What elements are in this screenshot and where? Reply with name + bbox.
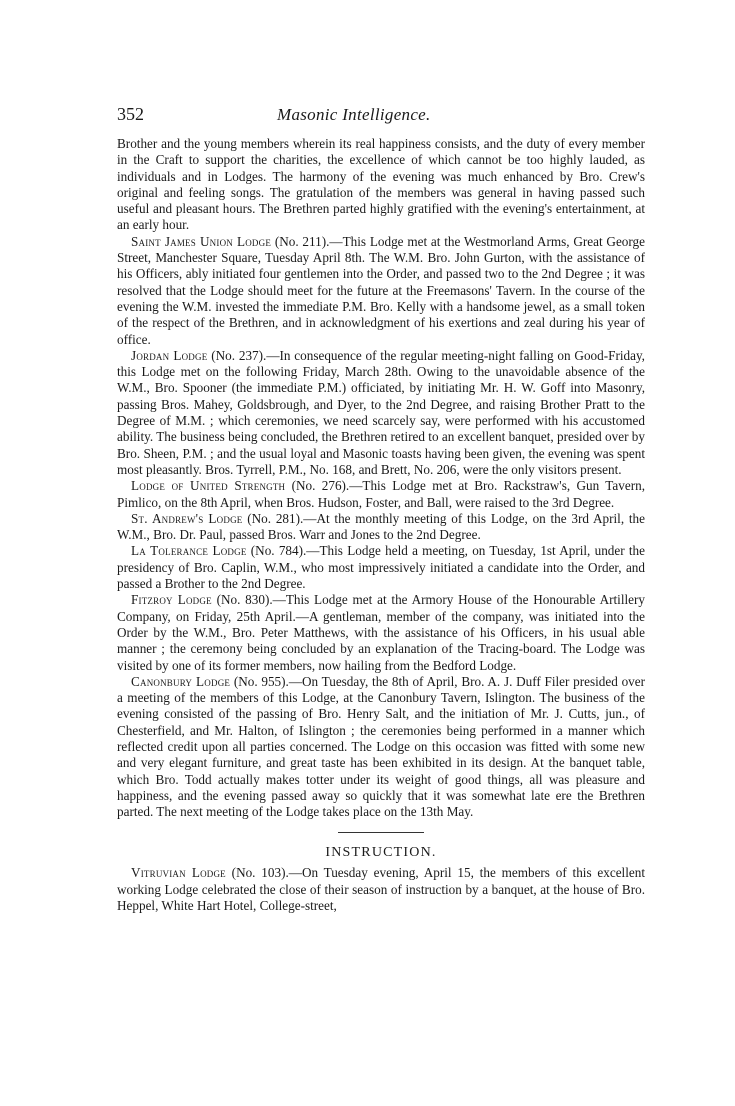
paragraph-text: Brother and the young members wherein its real happiness consists, and the duty of every member in the Craft to support the charities, the excellence of which cannot be too highly lauded, as individuals and in Lodges. The harmony of the evening was much enhanced by Bro. Crew's original and feeling songs. The gratulation of the members was general in having passed such useful and pleasant hours. The Brethren parted highly gratified with the evening's entertainment, at an early hour. [117, 136, 645, 233]
running-head [117, 104, 645, 130]
paragraph-la-tolerance-lodge [117, 543, 645, 592]
lodge-name: Canonbury Lodge [131, 673, 231, 689]
paragraph-canonbury-lodge [117, 674, 645, 821]
instruction-section [117, 845, 645, 914]
paragraph-text: (No. 830).—This Lodge met at the Armory House of the Honourable Artillery Company, on Friday, 25th April.—A gentleman, member of the company, was initiated into the Order by the W.M., Bro. Peter Matthews, with the assistance of his Officers, in his usual able manner ; the ceremony being concluded by an explanation of the Tracing-board. The Lodge was visited by one of its former members, now hailing from the Bedford Lodge. [117, 592, 645, 673]
lodge-name: Saint James Union Lodge [131, 233, 272, 249]
lodge-name: St. Andrew's Lodge [131, 510, 243, 526]
paragraph-text: (No. 281).—At the monthly meeting of this Lodge, on the 3rd April, the W.M., Bro. Dr. Paul, passed Bros. Warr and Jones to the 2nd Degree. [117, 510, 646, 543]
paragraph-st-andrews-lodge [117, 511, 645, 544]
lodge-name: Jordan Lodge [131, 347, 208, 363]
paragraph-text: (No. 103).—On Tuesday evening, April 15, the members of this excellent working Lodge celebrated the close of their season of instruction by a banquet, at the house of Bro. Heppel, White Hart Hotel, College-street, [117, 865, 645, 914]
paragraph-saint-james-union-lodge [117, 234, 645, 348]
paragraph-text: (No. 276).—This Lodge met at Bro. Rackstraw's, Gun Tavern, Pimlico, on the 8th April, when Bros. Hudson, Foster, and Ball, were raised to the 3rd Degree. [117, 478, 646, 510]
lodge-name: Vitruvian Lodge [131, 865, 226, 881]
paragraph-lodge-of-united-strength [117, 478, 645, 511]
paragraph-jordan-lodge [117, 348, 645, 478]
paragraph-fitzroy-lodge [117, 592, 645, 673]
paragraph-text: (No. 784).—This Lodge held a meeting, on Tuesday, 1st April, under the presidency of Bro. Caplin, W.M., who most impressively initiated a candidate into the Order, and passed a Brother to the 2nd Degree. [117, 543, 645, 592]
paragraph-text: (No. 211).—This Lodge met at the Westmorland Arms, Great George Street, Manchester Square, Tuesday April 8th. The W.M. Bro. John Gurton, with the assistance of his Officers, ably initiated four gentlemen into the Order, and passed two to the 2nd Degree ; it was resolved that the Lodge should meet for the future at the Freemasons' Tavern. In the course of the evening the W.M. invested the immediate P.M. Bro. Kelly with a handsome jewel, as a small token of the respect of the Brethren, and in acknowledgment of his exertions and zeal during his year of office. [117, 233, 645, 347]
paragraph-continuation [117, 136, 645, 234]
section-heading: INSTRUCTION. [325, 845, 437, 861]
page-number: 352 [117, 104, 144, 124]
lodge-name: La Tolerance Lodge [131, 543, 247, 559]
paragraph-vitruvian-lodge [117, 865, 645, 914]
paragraph-text: (No. 237).—In consequence of the regular meeting-night falling on Good-Friday, this Lodge met on the following Friday, March 28th. Owing to the unavoidable absence of the W.M., Bro. Spooner (the immediate P.M.) officiated, by initiating Mr. H. W. Goff into Masonry, passing Bros. Mahey, Goldsbrough, and Dyer, to the 2nd Degree, and raising Brother Pratt to the Degree of M.M. ; which ceremonies, we need scarcely say, were performed with his accustomed ability. The business being concluded, the Brethren retired to an excellent banquet, presided over by Bro. Sheen, P.M. ; and the usual loyal and Masonic toasts having been given, the evening was spent most pleasantly. Bros. Tyrrell, P.M., No. 168, and Brett, No. 206, were the only visitors present. [117, 347, 645, 477]
lodge-name: Lodge of United Strength [131, 478, 286, 494]
paragraph-text: (No. 955).—On Tuesday, the 8th of April, Bro. A. J. Duff Filer presided over a meeting of the members of this Lodge, at the Canonbury Tavern, Islington. The business of the evening consisted of the passing of Bro. Henry Salt, and the initiation of Mr. J. Cutts, jun., of Chesterfield, and Mr. Halton, of Islington ; the ceremonies being performed in a manner which reflected credit upon all parties concerned. The Lodge on this occasion was fitted with some new and very elegant furniture, and great taste has been exhibited in its design. At the banquet table, which Bro. Todd actually makes totter under its weight of good things, all was pleasure and happiness, and the evening passed away so quickly that it was somewhat late ere the Brethren parted. The next meeting of the Lodge takes place on the 13th May. [117, 673, 645, 820]
section-divider [338, 832, 424, 833]
running-title: Masonic Intelligence. [277, 105, 431, 124]
article-body [117, 136, 645, 820]
lodge-name: Fitzroy Lodge [131, 592, 212, 608]
